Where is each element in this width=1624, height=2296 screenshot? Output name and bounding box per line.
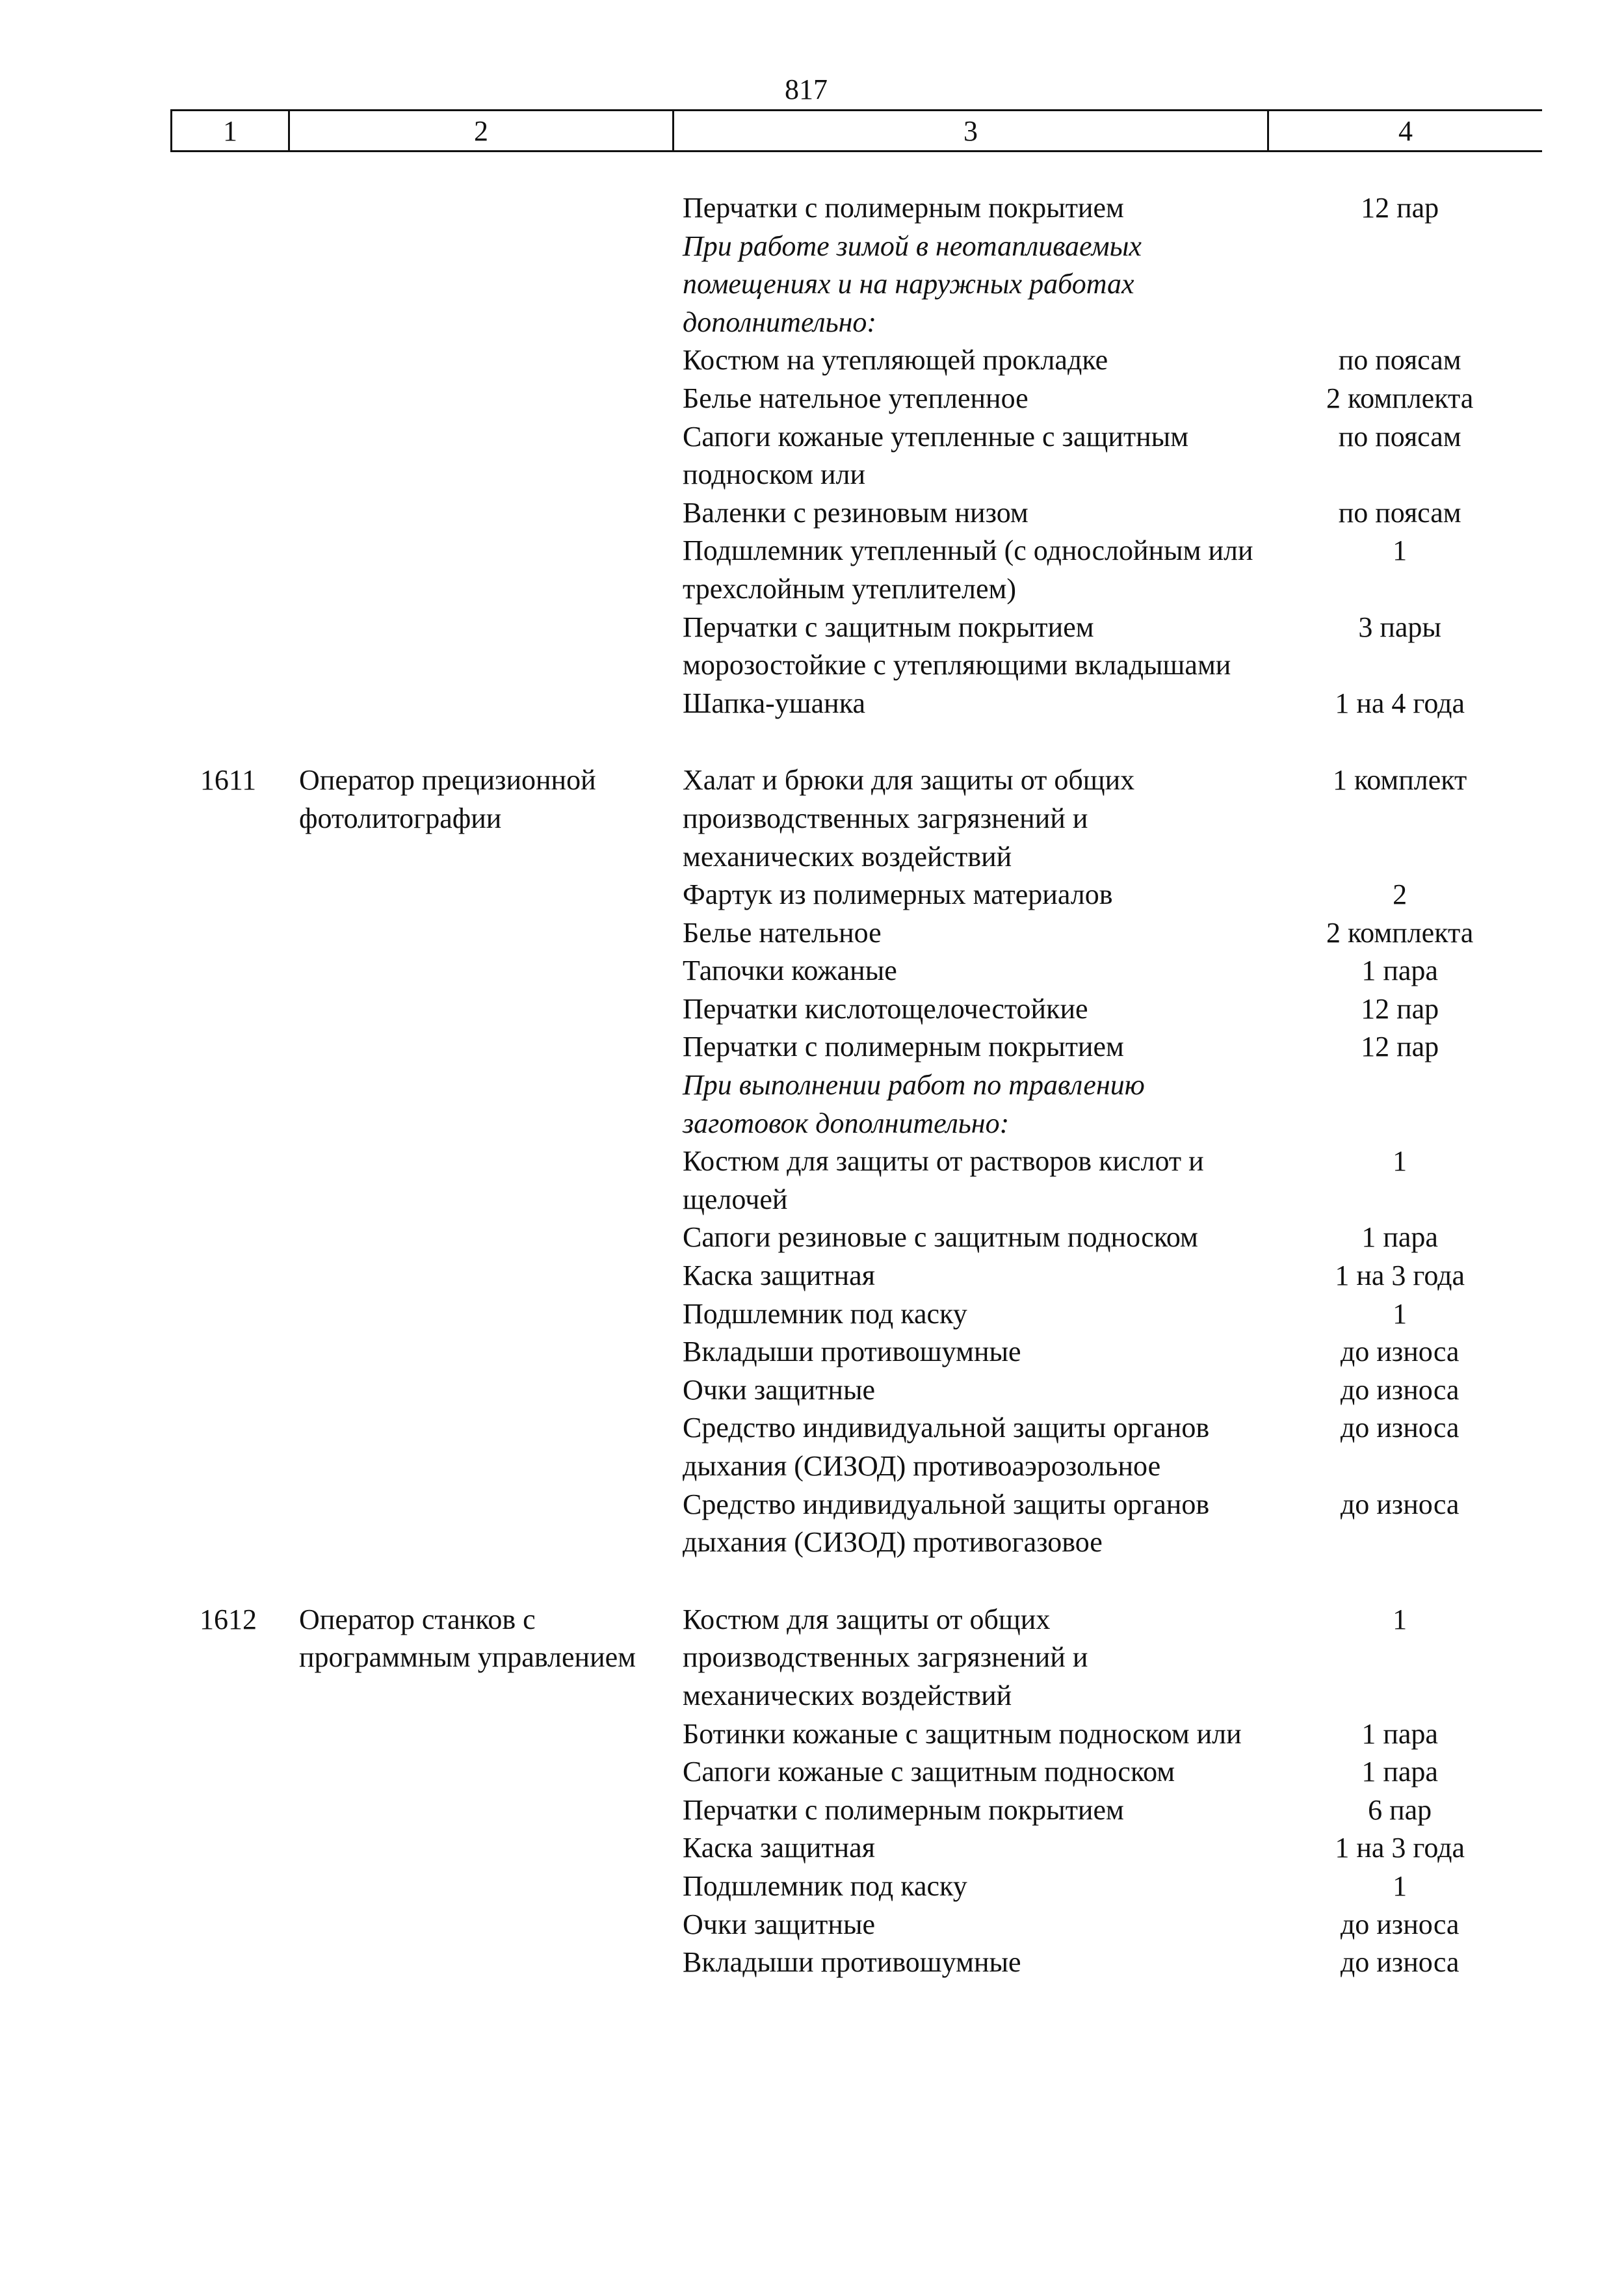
ppe-item-list xyxy=(683,1601,1534,1982)
profession-code: 1611 xyxy=(200,764,257,797)
ppe-item-row xyxy=(683,1867,1534,1906)
ppe-item-quantity: 1 пара xyxy=(1361,955,1438,987)
ppe-item-name: Очки защитные xyxy=(683,1908,876,1940)
ppe-item-row xyxy=(683,380,1534,418)
ppe-item-row xyxy=(683,914,1534,953)
ppe-item-quantity: до износа xyxy=(1340,1488,1460,1520)
ppe-item-name: Средство индивидуальной защиты органов дыхания (СИЗОД) противогазовое xyxy=(683,1488,1210,1559)
ppe-item-list xyxy=(683,189,1534,722)
ppe-item-name: Перчатки кислотощелочестойкие xyxy=(683,992,1088,1025)
ppe-item-name: Костюм для защиты от растворов кислот и щелочей xyxy=(683,1145,1204,1215)
ppe-item-quantity: до износа xyxy=(1340,1336,1460,1368)
ppe-item-name: Валенки с резиновым низом xyxy=(683,496,1028,529)
ppe-item-row xyxy=(683,1715,1534,1754)
ppe-item-name: Тапочки кожаные xyxy=(683,955,897,987)
ppe-item-quantity: по поясам xyxy=(1338,496,1461,529)
ppe-item-quantity: 1 xyxy=(1393,1869,1408,1902)
profession-code: 1612 xyxy=(200,1603,257,1635)
ppe-item-row xyxy=(683,341,1534,380)
ppe-item-row xyxy=(683,1486,1534,1562)
ppe-item-row xyxy=(683,1142,1534,1219)
ppe-item-quantity: 1 пара xyxy=(1361,1756,1438,1788)
ppe-item-quantity: 12 пар xyxy=(1361,192,1439,224)
ppe-item-quantity: 2 комплекта xyxy=(1326,382,1474,414)
section-note-text: При работе зимой в неотапливаемых помещениях и на наружных работах дополнительно: xyxy=(683,230,1142,338)
ppe-item-quantity: 1 xyxy=(1393,534,1408,567)
profession-entry xyxy=(170,1601,1534,1982)
ppe-item-name: Халат и брюки для защиты от общих производственных загрязнений и механических воздействий xyxy=(683,764,1135,873)
ppe-item-quantity: 12 пар xyxy=(1361,1031,1439,1063)
ppe-item-name: Перчатки с полимерным покрытием xyxy=(683,1031,1124,1063)
ppe-item-quantity: 3 пары xyxy=(1358,611,1441,643)
ppe-item-quantity: 1 на 3 года xyxy=(1335,1260,1465,1292)
ppe-item-quantity: 2 комплекта xyxy=(1326,916,1474,949)
ppe-item-name: Шапка-ушанка xyxy=(683,687,865,719)
column-header-4: 4 xyxy=(1268,111,1543,152)
ppe-item-quantity: 6 пар xyxy=(1368,1793,1432,1826)
ppe-item-row xyxy=(683,189,1534,228)
ppe-item-quantity: 1 xyxy=(1393,1297,1408,1330)
ppe-item-row xyxy=(683,1333,1534,1371)
section-note xyxy=(683,228,1534,342)
ppe-item-quantity: до износа xyxy=(1340,1946,1460,1979)
ppe-item-name: Каска защитная xyxy=(683,1832,875,1864)
ppe-item-row xyxy=(683,761,1534,876)
profession-entry xyxy=(170,761,1534,1561)
ppe-item-row xyxy=(683,494,1534,533)
ppe-item-quantity: по поясам xyxy=(1338,344,1461,376)
ppe-item-name: Вкладыши противошумные xyxy=(683,1946,1021,1979)
ppe-item-row xyxy=(683,532,1534,608)
ppe-item-row xyxy=(683,1753,1534,1791)
page-number: 817 xyxy=(785,73,828,105)
column-header-row xyxy=(170,109,1542,152)
ppe-item-quantity: до износа xyxy=(1340,1373,1460,1406)
column-header-1: 1 xyxy=(172,111,289,152)
ppe-item-row xyxy=(683,1944,1534,1982)
norms-table-body xyxy=(170,189,1534,1982)
ppe-item-row xyxy=(683,952,1534,990)
ppe-item-name: Сапоги кожаные с защитным подноском xyxy=(683,1756,1175,1788)
ppe-item-name: Подшлемник под каску xyxy=(683,1869,967,1902)
ppe-item-name: Сапоги резиновые с защитным подноском xyxy=(683,1221,1198,1254)
ppe-item-row xyxy=(683,990,1534,1029)
ppe-item-row xyxy=(683,1906,1534,1944)
ppe-item-row xyxy=(683,1791,1534,1830)
ppe-item-row xyxy=(683,876,1534,914)
ppe-item-name: Подшлемник утепленный (с однослойным или трехслойным утеплителем) xyxy=(683,534,1253,605)
ppe-item-quantity: 1 на 3 года xyxy=(1335,1832,1465,1864)
ppe-item-quantity: 1 xyxy=(1393,1603,1408,1635)
ppe-item-name: Костюм на утепляющей прокладке xyxy=(683,344,1108,376)
ppe-item-name: Очки защитные xyxy=(683,1373,876,1406)
ppe-item-row xyxy=(683,418,1534,494)
ppe-item-name: Подшлемник под каску xyxy=(683,1297,967,1330)
ppe-item-quantity: 1 пара xyxy=(1361,1717,1438,1750)
ppe-item-name: Средство индивидуальной защиты органов дыхания (СИЗОД) противоаэрозольное xyxy=(683,1412,1210,1482)
ppe-item-quantity: 1 на 4 года xyxy=(1335,687,1465,719)
ppe-item-row xyxy=(683,1219,1534,1257)
ppe-item-name: Костюм для защиты от общих производственных загрязнений и механических воздействий xyxy=(683,1603,1088,1711)
ppe-item-name: Фартук из полимерных материалов xyxy=(683,878,1113,911)
ppe-item-name: Сапоги кожаные утепленные с защитным подноском или xyxy=(683,420,1189,491)
ppe-item-name: Перчатки с полимерным покрытием xyxy=(683,1793,1124,1826)
section-note-text: При выполнении работ по травлению заготовок дополнительно: xyxy=(683,1069,1145,1139)
ppe-item-name: Белье нательное xyxy=(683,916,882,949)
ppe-item-quantity: по поясам xyxy=(1338,420,1461,453)
column-header-3: 3 xyxy=(674,111,1268,152)
ppe-item-name: Перчатки с защитным покрытием морозостойкие с утепляющими вкладышами xyxy=(683,611,1231,681)
ppe-item-name: Каска защитная xyxy=(683,1260,875,1292)
ppe-item-quantity: 12 пар xyxy=(1361,992,1439,1025)
ppe-item-quantity: 2 xyxy=(1393,878,1408,911)
profession-title: Оператор прецизионной фотолитографии xyxy=(299,764,596,834)
ppe-item-name: Вкладыши противошумные xyxy=(683,1336,1021,1368)
ppe-item-row xyxy=(683,1028,1534,1066)
ppe-item-quantity: 1 xyxy=(1393,1145,1408,1178)
ppe-item-quantity: до износа xyxy=(1340,1908,1460,1940)
ppe-item-name: Ботинки кожаные с защитным подноском или xyxy=(683,1717,1242,1750)
ppe-item-quantity: 1 пара xyxy=(1361,1221,1438,1254)
profession-title: Оператор станков с программным управлением xyxy=(299,1603,636,1674)
continuation-block xyxy=(170,189,1534,722)
ppe-item-row xyxy=(683,1295,1534,1334)
section-note xyxy=(683,1066,1534,1142)
ppe-item-row xyxy=(683,1601,1534,1715)
ppe-item-quantity: до износа xyxy=(1340,1412,1460,1444)
ppe-item-name: Перчатки с полимерным покрытием xyxy=(683,192,1124,224)
ppe-item-row xyxy=(683,1829,1534,1867)
ppe-item-list xyxy=(683,761,1534,1561)
ppe-item-row xyxy=(683,1257,1534,1295)
ppe-item-quantity: 1 комплект xyxy=(1333,764,1467,797)
ppe-item-row xyxy=(683,1409,1534,1485)
ppe-item-row xyxy=(683,685,1534,723)
column-header-2: 2 xyxy=(289,111,674,152)
ppe-item-row xyxy=(683,1371,1534,1410)
ppe-item-row xyxy=(683,609,1534,685)
ppe-item-name: Белье нательное утепленное xyxy=(683,382,1028,414)
